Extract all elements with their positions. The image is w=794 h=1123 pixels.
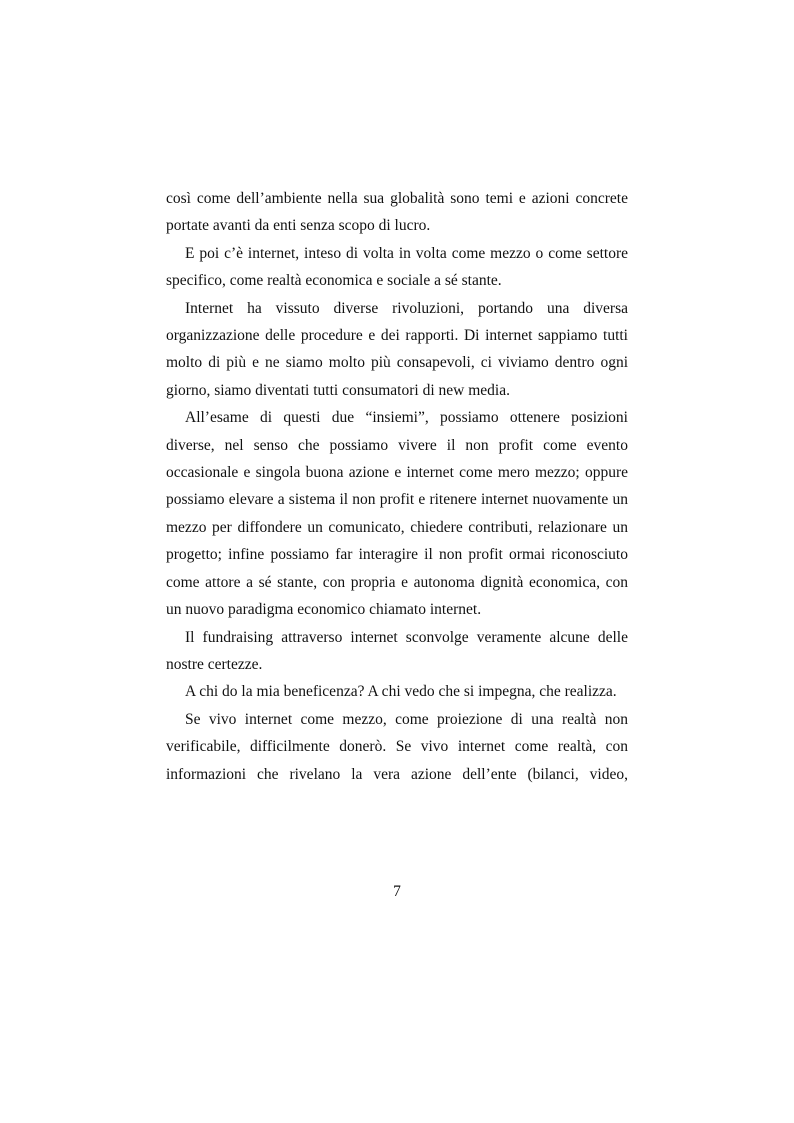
paragraph-fundraising: Il fundraising attraverso internet sconvolge veramente alcune delle nostre certezze. [166, 628, 628, 673]
paragraph-internet-as-reality: Se vivo internet come mezzo, come proiezione di una realtà non verificabile, difficilmente donerò. Se vivo internet come realtà, con informazioni che rivelano la vera azione dell’ente (bilanci, video, [166, 710, 628, 783]
body-text [166, 185, 628, 788]
paragraph-internet-intro: E poi c’è internet, inteso di volta in volta come mezzo o come settore specifico, come realtà economica e sociale a sé stante. [166, 244, 628, 290]
paragraph-continuation: così come dell’ambiente nella sua globalità sono temi e azioni concrete portate avanti da enti senza scopo di lucro. [166, 190, 628, 235]
paragraph-beneficenza: A chi do la mia beneficenza? A chi vedo che si impegna, che realizza. [185, 683, 617, 701]
paragraph-two-sets: All’esame di questi due “insiemi”, possiamo ottenere posizioni diverse, nel senso che possiamo vivere il non profit come evento occasionale e singola buona azione e internet come mero mezzo; oppure possiamo elevare a sistema il non profit e ritenere internet nuovamente un mezzo per diffondere un comunicato, chiedere contributi, relazionare un progetto; infine possiamo far interagire il non profit ormai riconosciuto come attore a sé stante, con propria e autonoma dignità economica, con un nuovo paradigma economico chiamato internet. [166, 409, 628, 619]
paragraph-internet-revolutions: Internet ha vissuto diverse rivoluzioni, portando una diversa organizzazione delle procedure e dei rapporti. Di internet sappiamo tutti molto di più e ne siamo molto più consapevoli, ci viviamo dentro ogni giorno, siamo diventati tutti consumatori di new media. [166, 299, 628, 399]
page-number: 7 [393, 883, 401, 900]
